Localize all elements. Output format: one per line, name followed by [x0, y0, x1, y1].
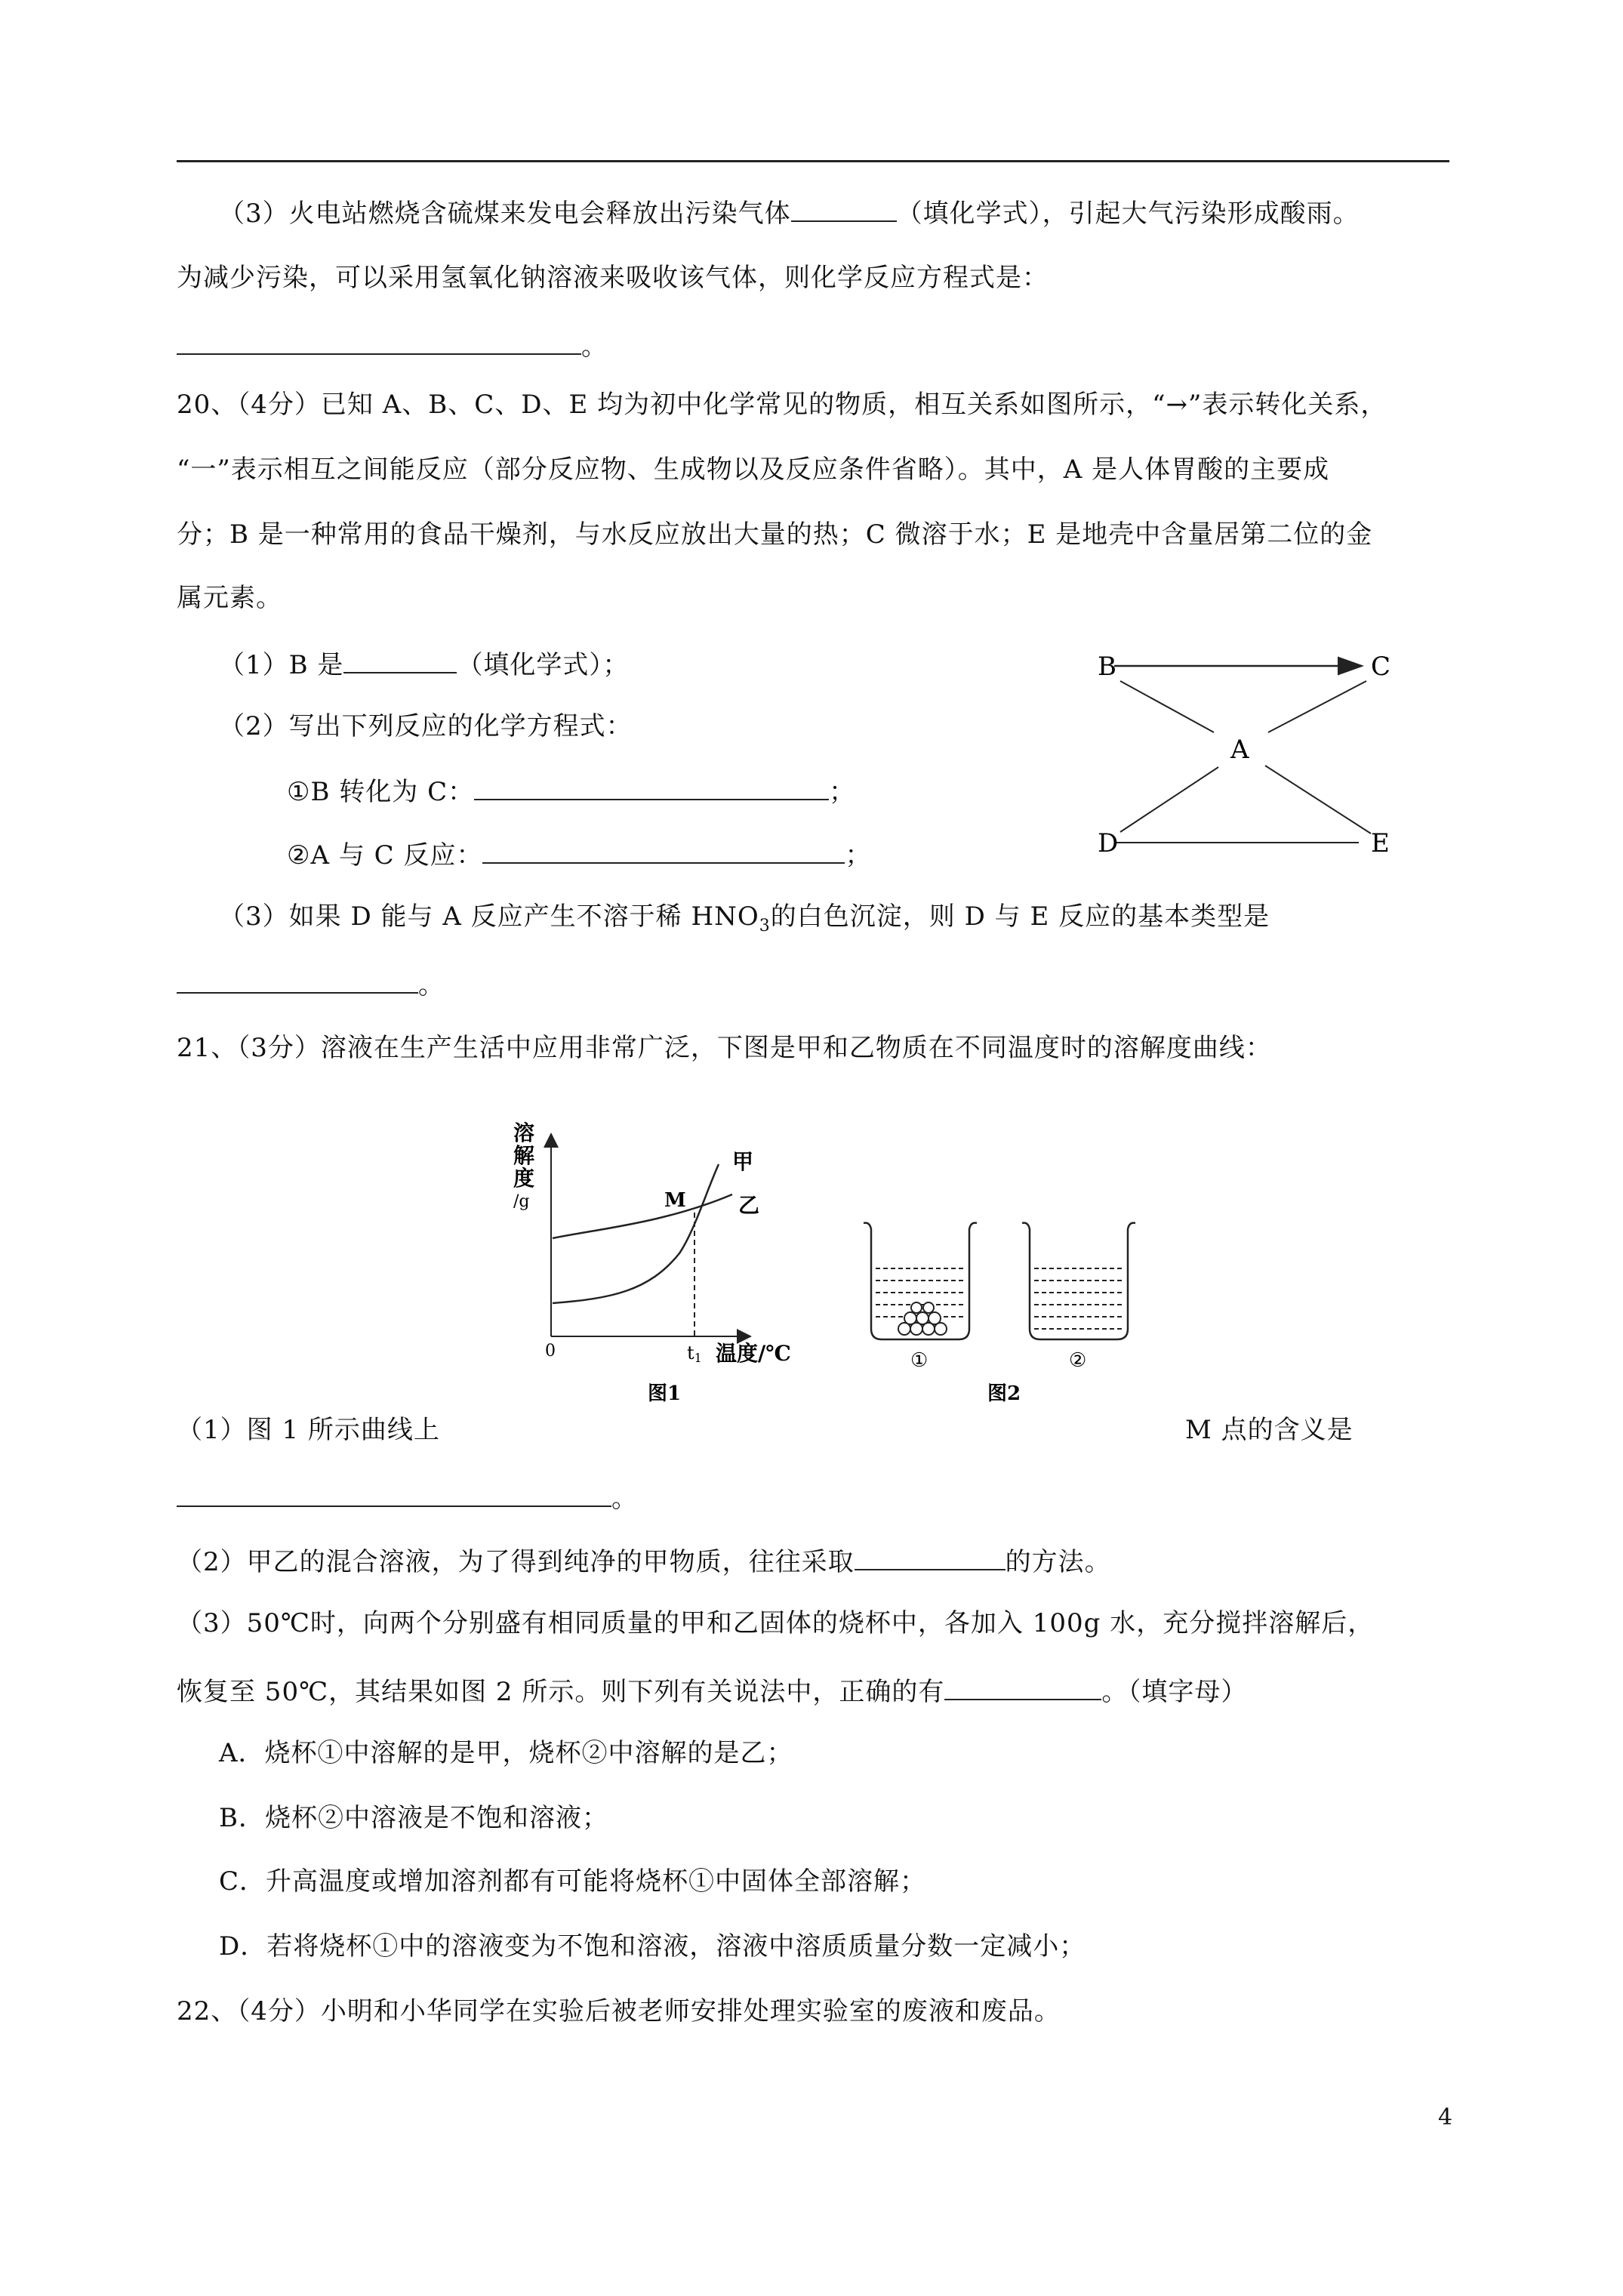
beaker2-label: ②: [1069, 1349, 1087, 1372]
q20-part3-answer: 。: [177, 966, 445, 1002]
q21-stem: 21、（3分）溶液在生产生活中应用非常广泛，下图是甲和乙物质在不同温度时的溶解度曲线：: [177, 1033, 1272, 1063]
q21-part3-line2: 恢复至 50℃，其结果如图 2 所示。则下列有关说法中，正确的有 。（填字母）: [177, 1673, 1247, 1709]
answer-blank[interactable]: [343, 646, 457, 673]
ylabel-char2: 解: [513, 1143, 535, 1168]
t1-label: t1: [687, 1342, 702, 1365]
q20-part3: （3）如果 D 能与 A 反应产生不溶于稀 $HNO_3$的白色沉淀，则 D 与 E 反应的基本类型是: [219, 901, 1270, 935]
node-c: C: [1371, 652, 1391, 682]
q20-part1: （1）B 是 （填化学式）；: [219, 646, 629, 682]
q20-stem-line3: 分；B 是一种常用的食品干燥剂，与水反应放出大量的热；C 微溶于水；E 是地壳中含量居第二位的金: [177, 519, 1373, 550]
q21-part1-b: M 点的含义是: [1185, 1415, 1354, 1445]
xlabel: 温度/℃: [716, 1341, 791, 1366]
q19-part3-line1: （3）火电站燃烧含硫煤来发电会释放出污染气体 （填化学式），引起大气污染形成酸雨。: [219, 195, 1360, 230]
q21-option-b: B．烧杯②中溶液是不饱和溶液；: [219, 1803, 608, 1833]
figure2-caption: 图2: [987, 1382, 1021, 1405]
q21-option-a: A．烧杯①中溶解的是甲，烧杯②中溶解的是乙；: [219, 1738, 793, 1768]
point-m-label: M: [664, 1189, 686, 1212]
q21-option-d: D．若将烧杯①中的溶液变为不饱和溶液，溶液中溶质质量分数一定减小；: [219, 1931, 1086, 1962]
answer-blank[interactable]: [791, 195, 897, 222]
q20-reaction1: ①B 转化为 C： ；: [287, 773, 855, 809]
beaker1-label: ①: [910, 1349, 929, 1372]
answer-blank[interactable]: [944, 1673, 1101, 1700]
answer-blank[interactable]: [177, 966, 418, 994]
ylabel-unit: /g: [513, 1192, 530, 1211]
curve-jia-label: 甲: [732, 1149, 754, 1174]
beaker-figure: [861, 1216, 1147, 1412]
q20-stem-line2: “一”表示相互之间能反应（部分反应物、生成物以及反应条件省略）。其中，A 是人体胃酸的主要成: [177, 455, 1330, 485]
q21-option-c: C．升高温度或增加溶剂都有可能将烧杯①中固体全部溶解；: [219, 1866, 927, 1897]
answer-blank[interactable]: [474, 773, 829, 800]
answer-blank[interactable]: [855, 1543, 1006, 1570]
page-number: 4: [1438, 2104, 1453, 2131]
line-b-a: [1120, 681, 1214, 732]
answer-blank[interactable]: [482, 837, 845, 864]
origin-label: 0: [545, 1342, 556, 1361]
q20-stem-line1: 20、（4分）已知 A、B、C、D、E 均为初中化学常见的物质，相互关系如图所示，“→”表示转化关系，: [177, 390, 1387, 420]
q21-part3-line1: （3）50℃时，向两个分别盛有相同质量的甲和乙固体的烧杯中，各加入 100g 水，充分搅拌溶解后，: [177, 1608, 1375, 1638]
ylabel-char3: 度: [513, 1166, 535, 1191]
relation-diagram: [1079, 639, 1412, 865]
q21-part1-answer: 。: [177, 1480, 638, 1515]
header-rule: [177, 160, 1449, 162]
figure1-caption: 图1: [648, 1382, 682, 1405]
node-e: E: [1371, 828, 1390, 858]
solubility-curve-figure: [513, 1110, 800, 1412]
line-d-a: [1120, 767, 1218, 832]
answer-blank[interactable]: [177, 1480, 611, 1507]
beaker-2: [1022, 1223, 1135, 1372]
node-b: B: [1098, 652, 1116, 682]
curve-yi-label: 乙: [738, 1193, 760, 1218]
line-e-a: [1265, 766, 1371, 834]
line-c-a: [1268, 681, 1366, 732]
node-a: A: [1230, 735, 1249, 765]
curve-yi: [553, 1194, 732, 1238]
q21-part2: （2）甲乙的混合溶液，为了得到纯净的甲物质，往往采取 的方法。: [177, 1543, 1111, 1579]
q20-part2: （2）写出下列反应的化学方程式：: [219, 711, 633, 741]
q19-part3-line3: 。: [177, 328, 608, 363]
q21-part1-a: （1）图 1 所示曲线上: [177, 1415, 440, 1445]
ylabel-char1: 溶: [513, 1120, 535, 1145]
q20-stem-line4: 属元素。: [177, 583, 282, 613]
q22-stem: 22、（4分）小明和小华同学在实验后被老师安排处理实验室的废液和废品。: [177, 1996, 1061, 2026]
q19-part3-line2: 为减少污染，可以采用氢氧化钠溶液来吸收该气体，则化学反应方程式是：: [177, 263, 1049, 293]
answer-blank[interactable]: [177, 328, 581, 355]
undissolved-solid: [898, 1302, 947, 1335]
q20-reaction2: ②A 与 C 反应： ；: [287, 837, 871, 872]
beaker-1: [864, 1223, 977, 1372]
node-d: D: [1098, 828, 1119, 858]
